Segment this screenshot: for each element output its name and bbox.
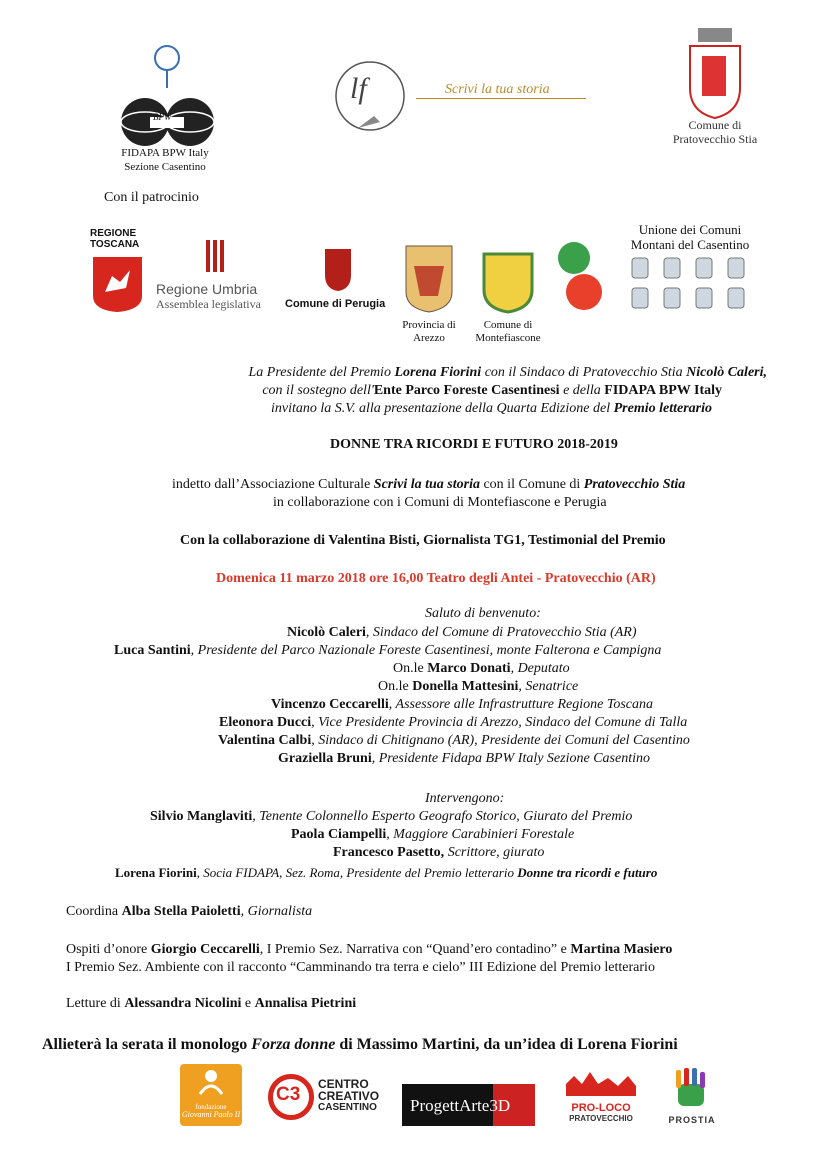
prostia-label: PROSTIA — [668, 1115, 716, 1125]
arezzo-crest-icon — [394, 236, 464, 314]
proloco-line1: PRO-LOCO — [571, 1102, 631, 1114]
prostia-logo — [660, 1066, 724, 1126]
parco-leaf-icon — [550, 240, 610, 320]
arezzo-line2: Arezzo — [413, 332, 445, 344]
centro-line3: CASENTINO — [318, 1102, 377, 1113]
parco-foreste-logo — [550, 240, 610, 320]
giovanni-figure-icon — [180, 1064, 242, 1098]
lf-circle-icon — [328, 58, 418, 138]
fidapa-logo — [100, 36, 230, 176]
proloco-logo — [562, 1068, 640, 1126]
umbria-bars-icon — [156, 236, 286, 276]
unione-crests-icon — [620, 252, 760, 316]
comune-stia-logo — [660, 26, 770, 156]
collab-line: Con la collaborazione di Valentina Bisti, Giornalista TG1, Testimonial del Premio — [180, 533, 666, 548]
fidapa-line1: FIDAPA BPW Italy — [121, 147, 209, 159]
umbria-sub: Assemblea legislativa — [156, 297, 261, 311]
intervengono-item-0: Silvio Manglaviti, Tenente Colonnello Esperto Geografo Storico, Giurato del Premio — [150, 809, 633, 824]
montefiascone-line2: Montefiascone — [475, 332, 541, 344]
indetto-line1: indetto dall’Associazione Culturale Scrivi la tua storia con il Comune di Pratovecchio Stia — [172, 477, 686, 492]
coordina-line: Coordina Alba Stella Paioletti, Giornalista — [66, 904, 313, 919]
centro-mark: C3 — [276, 1084, 301, 1105]
saluto-item-0: Nicolò Caleri, Sindaco del Comune di Pratovecchio Stia (AR) — [287, 625, 637, 640]
giovanni-line1: fondazione — [195, 1103, 227, 1111]
centro-line1: CENTRO — [318, 1077, 369, 1091]
regione-umbria-logo — [156, 236, 286, 316]
montefiascone-crest-icon — [468, 250, 548, 314]
unione-comuni-logo — [620, 222, 760, 322]
saluto-item-3: On.le Donella Mattesini, Senatrice — [378, 679, 579, 694]
date-line: Domenica 11 marzo 2018 ore 16,00 Teatro degli Antei - Pratovecchio (AR) — [216, 571, 656, 586]
intervengono-heading: Intervengono: — [425, 791, 505, 806]
comune-perugia-logo — [285, 245, 395, 320]
fidapa-globe-icon — [100, 36, 230, 146]
perugia-crest-icon — [285, 245, 395, 293]
comune-montefiascone-logo — [468, 250, 548, 350]
comune-stia-line2: Pratovecchio Stia — [672, 132, 758, 146]
proloco-line2: PRATOVECCHIO — [569, 1114, 633, 1123]
perugia-label: Comune di Perugia — [285, 298, 386, 310]
prostia-hand-icon — [660, 1066, 724, 1110]
umbria-name: Regione Umbria — [156, 281, 258, 297]
stia-crest-icon — [660, 26, 770, 121]
saluto-item-5: Eleonora Ducci, Vice Presidente Provincia di Arezzo, Sindaco del Comune di Talla — [219, 715, 688, 730]
intervengono-item-2: Francesco Pasetto, Scrittore, giurato — [333, 845, 545, 860]
ospiti-line1: Ospiti d’onore Giorgio Ceccarelli, I Premio Sez. Narrativa con “Quand’ero contadino” e Martina Masiero — [66, 942, 673, 957]
toscana-line1: REGIONE — [90, 228, 137, 239]
intervengono-item-3: Lorena Fiorini, Socia FIDAPA, Sez. Roma, Presidente del Premio letterario Donne tra ricordi e futuro — [115, 865, 658, 880]
progettarte-label: ProgettArte3D — [410, 1096, 511, 1115]
centro-creativo-logo — [268, 1074, 393, 1124]
fidapa-line2: Sezione Casentino — [124, 161, 206, 173]
lf-tagline: Scrivi la tua storia — [445, 82, 550, 97]
lf-mark: lf — [350, 72, 367, 105]
giovanni-line2: Giovanni Paolo II — [181, 1110, 241, 1119]
saluto-item-7: Graziella Bruni, Presidente Fidapa BPW Italy Sezione Casentino — [278, 751, 650, 766]
event-title: DONNE TRA RICORDI E FUTURO 2018-2019 — [330, 437, 618, 452]
letture-line: Letture di Alessandra Nicolini e Annalisa Pietrini — [66, 996, 357, 1011]
intervengono-item-1: Paola Ciampelli, Maggiore Carabinieri Forestale — [291, 827, 575, 842]
saluto-item-2: On.le Marco Donati, Deputato — [393, 661, 570, 676]
toscana-pegasus-icon — [90, 254, 145, 314]
saluto-item-4: Vincenzo Ceccarelli, Assessore alle Infrastrutture Regione Toscana — [271, 697, 653, 712]
patrocinio-label: Con il patrocinio — [104, 190, 199, 205]
montefiascone-line1: Comune di — [483, 319, 533, 331]
intro-line1: La Presidente del Premio Lorena Fiorini con il Sindaco di Pratovecchio Stia Nicolò Caleri, — [248, 365, 767, 380]
proloco-town-icon — [562, 1068, 640, 1098]
arezzo-line1: Provincia di — [402, 319, 456, 331]
regione-toscana-logo — [90, 228, 150, 318]
indetto-line2: in collaborazione con i Comuni di Montefiascone e Perugia — [273, 495, 607, 510]
centro-line2: CREATIVO — [318, 1089, 380, 1103]
saluto-item-1: Luca Santini, Presidente del Parco Nazionale Foreste Casentinesi, monte Falterona e Campigna — [114, 643, 662, 658]
ospiti-line2: I Premio Sez. Ambiente con il racconto “Camminando tra terra e cielo” III Edizione del Premio letterario — [66, 960, 655, 975]
saluto-heading: Saluto di benvenuto: — [425, 606, 541, 621]
lf-logo — [328, 58, 598, 138]
progettarte-logo — [402, 1084, 535, 1126]
closing-line: Allieterà la serata il monologo Forza donne di Massimo Martini, da un’idea di Lorena Fiorini — [42, 1036, 678, 1053]
fidapa-globe-text: BPW — [153, 112, 172, 122]
provincia-arezzo-logo — [394, 236, 464, 346]
unione-line2: Montani del Casentino — [630, 237, 750, 252]
toscana-line2: TOSCANA — [90, 239, 140, 250]
intro-line3: invitano la S.V. alla presentazione della Quarta Edizione del Premio letterario — [271, 401, 712, 416]
unione-line1: Unione dei Comuni — [638, 222, 742, 237]
comune-stia-line1: Comune di — [688, 118, 742, 132]
saluto-item-6: Valentina Calbi, Sindaco di Chitignano (AR), Presidente dei Comuni del Casentino — [218, 733, 690, 748]
fondazione-giovanni-logo — [180, 1064, 242, 1126]
intro-line2: con il sostegno dell'Ente Parco Foreste Casentinesi e della FIDAPA BPW Italy — [262, 383, 722, 398]
